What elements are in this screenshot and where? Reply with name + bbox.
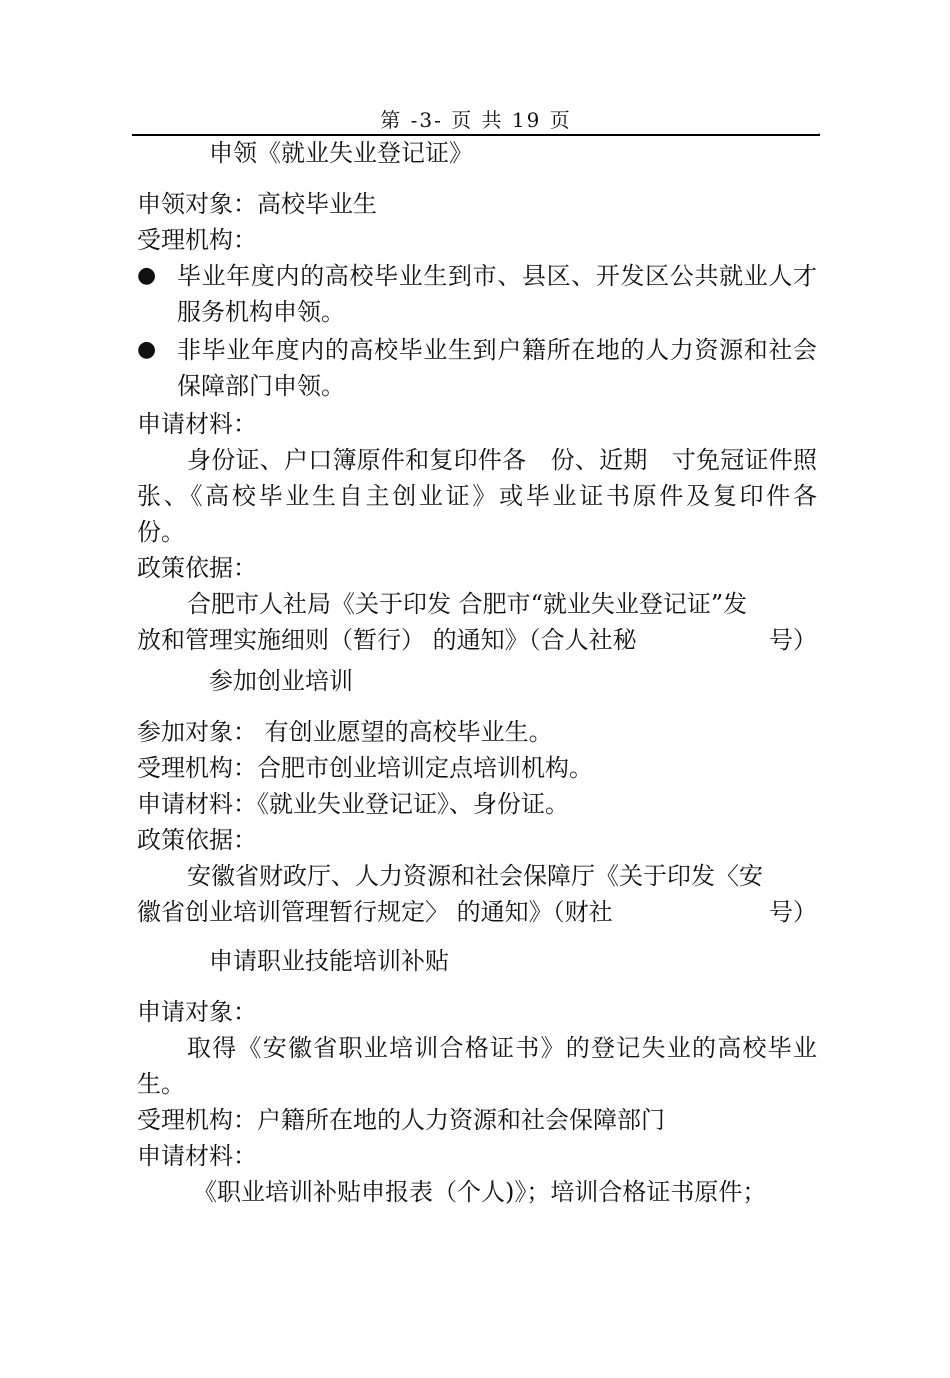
bullet-icon: ● xyxy=(137,337,157,362)
policy-text: 安徽省财政厅、人力资源和社会保障厅《关于印发〈安 xyxy=(187,862,763,890)
target-line: 申领对象：高校毕业生 xyxy=(137,190,377,218)
list-item xyxy=(137,332,817,404)
section-title: 申领《就业失业登记证》 xyxy=(209,139,473,167)
header-mark: . xyxy=(818,127,821,136)
list-item xyxy=(137,258,817,330)
section-title: 申请职业技能培训补贴 xyxy=(209,947,449,975)
target-text: 取得《安徽省职业培训合格证书》的登记失业的高校毕业生。 xyxy=(137,1034,817,1098)
agency-line: 受理机构：户籍所在地的人力资源和社会保障部门 xyxy=(137,1106,665,1134)
list-item-text: 非毕业年度内的高校毕业生到户籍所在地的人力资源和社会保障部门申领。 xyxy=(177,336,817,400)
agency-line: 受理机构：合肥市创业培训定点培训机构。 xyxy=(137,754,593,782)
target-label: 申请对象： xyxy=(137,998,257,1026)
materials-line: 申请材料：《就业失业登记证》、身份证。 xyxy=(137,790,569,818)
agency-label: 受理机构： xyxy=(137,226,257,254)
bullet-icon: ● xyxy=(137,263,157,288)
section-title: 参加创业培训 xyxy=(209,667,353,695)
policy-text-left: 徽省创业培训管理暂行规定〉 的通知》（财社 xyxy=(137,898,613,926)
document-body xyxy=(137,134,849,1210)
policy-label: 政策依据： xyxy=(137,826,257,854)
policy-text-continued xyxy=(137,894,817,930)
policy-text-left: 放和管理实施细则（暂行） 的通知》（合人社秘 xyxy=(137,626,637,654)
materials-label: 申请材料： xyxy=(137,410,257,438)
materials-text: 身份证、户口簿原件和复印件各 份、近期 寸免冠证件照 张、《高校毕业生自主创业证》或毕业证书原件及复印件各 份。 xyxy=(137,446,849,546)
policy-text: 合肥市人社局《关于印发 合肥市“就业失业登记证”发 xyxy=(187,590,748,618)
target-line: 参加对象： 有创业愿望的高校毕业生。 xyxy=(137,718,553,746)
page-header xyxy=(132,106,820,136)
page-number: 第 -3- 页 共 19 页 xyxy=(380,108,572,132)
list-item-text: 毕业年度内的高校毕业生到市、县区、开发区公共就业人才服务机构申领。 xyxy=(177,262,817,326)
policy-number: 号） xyxy=(769,626,817,654)
materials-label: 申请材料： xyxy=(137,1142,257,1170)
policy-number: 号） xyxy=(769,898,817,926)
materials-text: 《职业培训补贴申报表（个人)》；培训合格证书原件； xyxy=(193,1178,767,1206)
policy-label: 政策依据： xyxy=(137,554,257,582)
policy-text-continued xyxy=(137,622,817,658)
